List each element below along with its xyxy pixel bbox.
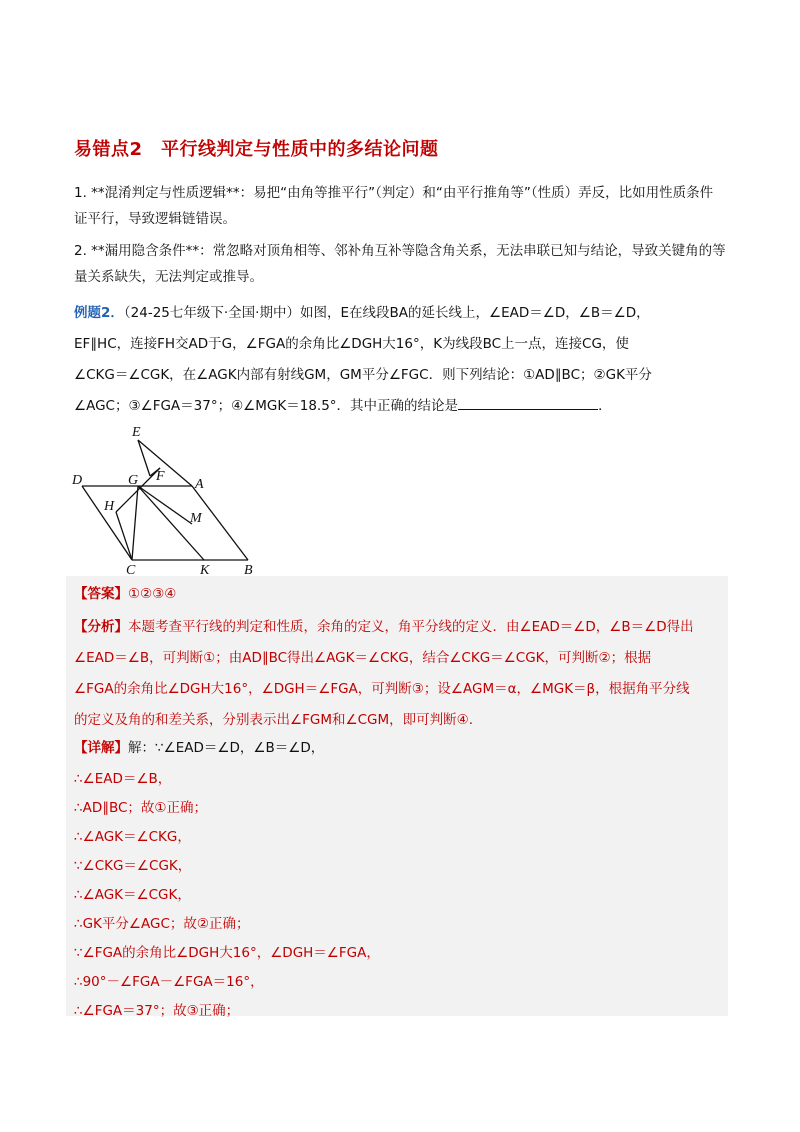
note-1: 1. **混淆判定与性质逻辑**：易把“由角等推平行”（判定）和“由平行推角等”（性质）弄反，比如用性质条件证平行，导致逻辑链错误。	[74, 185, 714, 227]
detail-step: ∴∠EAD＝∠B，	[74, 771, 172, 787]
label-E: E	[132, 425, 141, 440]
geometry-figure	[68, 418, 268, 574]
note-2: 2. **漏用隐含条件**：常忽略对顶角相等、邻补角互补等隐含角关系，无法串联已知与结论，导致关键角的等量关系缺失，无法判定或推导。	[74, 243, 726, 285]
label-C: C	[126, 563, 136, 574]
detail-step: ∴∠AGK＝∠CKG，	[74, 829, 191, 845]
detail-step: ∴AD∥BC；故①正确；	[74, 800, 208, 816]
answer-tag: 【答案】	[74, 586, 128, 602]
analysis-tag: 【分析】	[74, 619, 128, 635]
detail-first-line: 【详解】解：∵∠EAD＝∠D，∠B＝∠D，	[74, 740, 325, 756]
detail-step: ∵∠FGA的余角比∠DGH大16°，∠DGH＝∠FGA，	[74, 945, 380, 961]
label-H: H	[104, 499, 115, 514]
example-line-2: EF∥HC，连接FH交AD于G，∠FGA的余角比∠DGH大16°，K为线段BC上一点，连接CG，使	[74, 336, 629, 352]
example-problem	[74, 298, 726, 422]
answer-value: ①②③④	[128, 586, 177, 602]
label-B: B	[244, 563, 253, 574]
example-line-3: ∠CKG＝∠CGK，在∠AGK内部有射线GM，GM平分∠FGC．则下列结论：①AD∥BC；②GK平分	[74, 367, 652, 383]
label-G: G	[128, 473, 139, 488]
answer-blank	[458, 395, 598, 410]
detail-step: ∵∠CKG＝∠CGK，	[74, 858, 192, 874]
example-label: 例题2．	[74, 305, 124, 321]
detail-step: ∴∠FGA＝37°；故③正确；	[74, 1003, 240, 1019]
label-F: F	[156, 469, 165, 484]
label-D: D	[72, 473, 83, 488]
label-A: A	[195, 477, 204, 492]
label-K: K	[200, 563, 210, 574]
detail-step: ∴90°－∠FGA－∠FGA＝16°，	[74, 974, 264, 990]
section-title: 易错点2 平行线判定与性质中的多结论问题	[74, 139, 439, 160]
example-line-4: ∠AGC；③∠FGA＝37°；④∠MGK＝18.5°．其中正确的结论是 ．	[74, 391, 726, 422]
detail-step: ∴∠AGK＝∠CGK，	[74, 887, 191, 903]
analysis-block: 【分析】本题考查平行线的判定和性质，余角的定义，角平分线的定义．由∠EAD＝∠D，∠B＝∠D得出 ∠EAD＝∠B，可判断①；由AD∥BC得出∠AGK＝∠CKG，结合∠CKG＝∠CGK，可判断②；根据 ∠FGA的余角比∠DGH大16°，∠DGH＝∠FGA，可判断③；设∠AGM＝α，∠MGK＝β，根据角平分线 的定义及角的和差关系，分别表示出∠FGM和∠CGM，即可判断④.	[74, 619, 694, 728]
detail-tag: 【详解】	[74, 740, 128, 756]
label-M: M	[190, 511, 202, 526]
example-line-1: 例题2．（24-25七年级下·全国·期中）如图，E在线段BA的延长线上，∠EAD＝∠D，∠B＝∠D，	[74, 305, 650, 321]
detail-step: ∴GK平分∠AGC；故②正确；	[74, 916, 250, 932]
answer-line	[74, 582, 176, 602]
